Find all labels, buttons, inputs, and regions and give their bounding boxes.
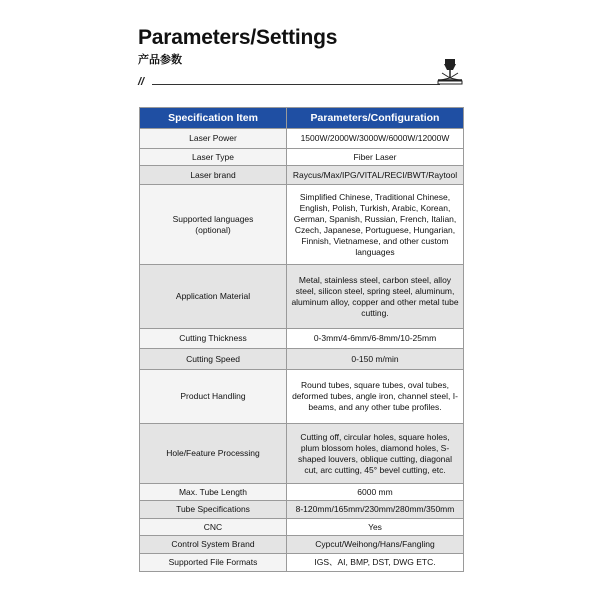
spec-value-cell: Raycus/Max/IPG/VITAL/RECI/BWT/Raytool — [287, 166, 464, 185]
laser-head-icon — [436, 58, 464, 86]
spec-item-cell: Laser Type — [140, 149, 287, 166]
table-row — [140, 149, 464, 166]
spec-item-cell: Max. Tube Length — [140, 484, 287, 501]
column-header: Specification Item — [140, 108, 287, 129]
spec-item-cell: CNC — [140, 519, 287, 536]
spec-value-cell: 0-150 m/min — [287, 349, 464, 370]
table-row — [140, 166, 464, 185]
divider-mark: // — [138, 76, 145, 88]
divider-line — [152, 84, 440, 85]
spec-value-cell: 6000 mm — [287, 484, 464, 501]
page-title: Parameters/Settings — [138, 26, 338, 49]
table-row — [140, 554, 464, 572]
spec-value-cell: Yes — [287, 519, 464, 536]
spec-item-cell: Control System Brand — [140, 536, 287, 554]
spec-value-cell: 8-120mm/165mm/230mm/280mm/350mm — [287, 501, 464, 519]
table-row — [140, 370, 464, 424]
spec-value-cell: Round tubes, square tubes, oval tubes, deformed tubes, angle iron, channel steel, I-beams, and any other tube profiles. — [287, 370, 464, 424]
spec-value-cell: IGS、AI, BMP, DST, DWG ETC. — [287, 554, 464, 572]
spec-item-cell: Laser brand — [140, 166, 287, 185]
table-header-row — [140, 108, 464, 129]
page-subtitle: 产品参数 — [138, 54, 182, 66]
spec-item-cell: Cutting Speed — [140, 349, 287, 370]
table-row — [140, 265, 464, 329]
table-row — [140, 349, 464, 370]
table-row — [140, 501, 464, 519]
spec-value-cell: Fiber Laser — [287, 149, 464, 166]
spec-item-cell: Product Handling — [140, 370, 287, 424]
spec-item-cell: Laser Power — [140, 129, 287, 149]
spec-value-cell: 0-3mm/4-6mm/6-8mm/10-25mm — [287, 329, 464, 349]
table-row — [140, 484, 464, 501]
spec-item-cell: Application Material — [140, 265, 287, 329]
spec-item-cell: Supported File Formats — [140, 554, 287, 572]
table-row — [140, 424, 464, 484]
spec-value-cell: Cutting off, circular holes, square holes, plum blossom holes, diamond holes, S-shaped louvers, oblique cutting, diagonal cut, arc cutting, 45° bevel cutting, etc. — [287, 424, 464, 484]
spec-table — [139, 107, 464, 572]
table-row — [140, 329, 464, 349]
spec-value-cell: 1500W/2000W/3000W/6000W/12000W — [287, 129, 464, 149]
table-row — [140, 185, 464, 265]
spec-value-cell: Metal, stainless steel, carbon steel, alloy steel, silicon steel, spring steel, aluminum, aluminum alloy, copper and other metal tube cutting. — [287, 265, 464, 329]
table-row — [140, 519, 464, 536]
spec-item-cell: Cutting Thickness — [140, 329, 287, 349]
spec-item-cell: Supported languages (optional) — [140, 185, 287, 265]
spec-value-cell: Cypcut/Weihong/Hans/Fangling — [287, 536, 464, 554]
spec-item-cell: Tube Specifications — [140, 501, 287, 519]
spec-item-cell: Hole/Feature Processing — [140, 424, 287, 484]
table-row — [140, 129, 464, 149]
column-header: Parameters/Configuration — [287, 108, 464, 129]
spec-value-cell: Simplified Chinese, Traditional Chinese, English, Polish, Turkish, Arabic, Korean, German, Spanish, Russian, French, Italian, Czech, Japanese, Portuguese, Hungarian, Finnish, Vietnamese, and other custom languages — [287, 185, 464, 265]
table-row — [140, 536, 464, 554]
spec-table-body — [140, 129, 464, 572]
